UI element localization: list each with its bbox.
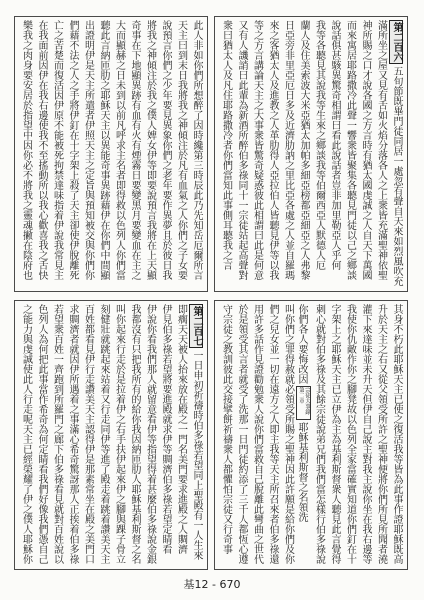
text-column: 伊說你看我們那人就留意看伊等指望得着甚麼伯多祿說金銀: [144, 304, 156, 564]
section-heading: 第二百六: [391, 22, 402, 62]
text-column: [389, 20, 405, 288]
text-column: 而來寓居耶路撒冷此聲一響衆皆聚集各聽見門徒以己之鄉談: [344, 20, 356, 280]
text-column: 說預言你們之少年要見異象你們之老年要作異夢且於彼日我: [160, 20, 171, 280]
section-heading: 第二百七: [191, 306, 202, 346]
text-column: 們藉不法之人之手將伊釘在十字架上殺了天主卻使伊脫離死: [67, 20, 78, 280]
text-column: 神所賜之口才說各國之方言時有猶太國虔誠之人自天下萬國: [360, 20, 371, 280]
text-column: 於是領受其言者就受了洗那一日門徒約添了三千人都恆心遵: [236, 304, 247, 564]
text-column: 升於天主之右又從父領受所許之聖神便將你們所見所聞者澆: [375, 304, 387, 564]
column-text: 你們各人要悔改因: [296, 304, 307, 384]
text-column: 叫你們之罪得赦就必領受所賜之聖神因此許願是給你們及你: [282, 304, 294, 564]
text-column: 聽此言納匝肋之耶穌天主以異能奇事異跡藉伊在你們中間顯: [98, 20, 109, 280]
margin-note-line: 宗徒大事錄: [304, 387, 310, 415]
text-column: 守宗徒之教訓彼此交接擘餅祈禱衆人都懼怕宗徒又行奇事: [220, 304, 232, 554]
text-column: 等之方言講論天主之大事衆皆驚奇疑惑彼此相謂曰此是何意: [251, 20, 263, 280]
text-column: 求賙濟者就因伊所遇着之事滿心希奇驚訝那人正挨着伯多祿: [67, 304, 78, 564]
text-column: 之能力與虔誠使此人行走呢天主已經榮耀了伊之僕人耶穌你: [20, 304, 32, 564]
text-column: 叫你起來行走於是拉着伊之右手扶伊起來伊之腳與踝子骨立: [113, 304, 125, 564]
text-column: [189, 304, 205, 566]
text-column: 我等各聽見其說我等生來之鄉談我等伯爾西亞人默德人厄: [313, 20, 325, 270]
text-column: 刺心就對伯多祿及其餘宗徒說弟兄們我們當怎樣行伯多祿說: [313, 304, 325, 564]
text-column: 此人非如你們所想醉了因時纔第三時辰此乃先知岳厄爾所言: [191, 20, 202, 280]
text-column: 色列人為何把此事當作希奇為何定睛看我們好像我們憑自己: [36, 304, 47, 564]
text-column: 說話俱甚駭異驚奇相謂曰看此說話者豈非加里勒亞人乎何: [329, 20, 340, 270]
text-column: 用許多話作見證勸勉衆人說你們當救自己脫離此彎曲之世代: [251, 304, 263, 564]
text-panel: [14, 16, 208, 292]
text-column: 其身不朽此耶穌天主已使之復活我等皆為此事作證耶穌既高: [391, 304, 402, 564]
text-column: 又有人譏誚曰此輩為新酒所醉伯多祿同十一宗徒站起高聲對: [236, 20, 247, 280]
text-column: 亡之苦楚而復活因伊原不能被死拘禁達味指着伊說我常見主: [51, 20, 63, 280]
text-column: 刻健壯就跳起來站着又行走同伊等進了殿走着跳着讚美天主: [98, 304, 109, 564]
text-column: 們之兒女並一切在遠方之人即主我等天主所召來者伯多祿還: [267, 304, 278, 564]
text-column: 大而顯赫之日未到以前凡呼求主名者即得救以色列人你們當: [113, 20, 125, 280]
text-panel: [214, 300, 408, 570]
margin-note-box: [296, 386, 311, 420]
margin-note-line: 第二章: [298, 387, 304, 404]
text-column: 字架上之耶穌天主已立伊為主為基利斯督衆人聽見此言覺得: [329, 304, 340, 564]
text-column: 出證明伊是天主所遣者伊照天主之定旨與預知被交與你們你: [82, 20, 94, 280]
column-text: 五旬節既畢門徒同居一處忽有聲自天來如烈風吹充: [391, 66, 402, 286]
text-column: 即瘸天天被人抬來放在殿之一門名美門要求進殿之人賙濟: [175, 304, 187, 554]
text-column: 若望衆百姓一齊跑到所羅門之廊下伯多祿看見就對百姓說以: [51, 304, 63, 564]
page-number: 基12 - 670: [183, 578, 241, 591]
column-text: 耶穌基利斯督之名領洗: [296, 422, 307, 522]
text-column: 我使你仇敵作你之腳凳故以色列全家當確實知道你們釘在十: [344, 304, 356, 564]
text-column: [296, 304, 312, 566]
text-column: 灌下來達味並未升天但伊自己說主對我主說你坐在我右邊等: [360, 304, 371, 564]
text-column: 奇事在下地顯異跡有血有火有煙霧日要變黑月要變血在主之: [129, 20, 140, 280]
text-column: 在我面前因伊在我右邊使我不至搖動所以我心歡喜我之舌快: [36, 20, 47, 280]
text-column: 滿所坐之屋又見有舌如火焰分落各人之上衆皆充滿聖神依聖: [375, 20, 387, 280]
text-column: 我都沒有只把我所有的給你我因納匝肋人耶穌基利斯督之名: [129, 304, 140, 564]
text-column: 樂我之肉身要安居於指望中因你必不將我之靈魂撇在陰府也: [20, 20, 32, 280]
text-column: 天主曰到末日我將我之神傾注於凡有血氣之人你們之子女要: [175, 20, 187, 280]
text-column: 衆曰猶太人及凡住耶路撒冷者你們當知此事側耳聽我之言: [220, 20, 232, 270]
text-column: 日亞旁非里亞厄日多及近濟肋訥之里比亞各處之人並自羅瑪: [282, 20, 294, 280]
text-column: 伊見伯多祿若望將要進殿就求伊等賙濟伯多祿若望定睛看: [160, 304, 171, 554]
text-column: 來之客猶太人及進教之人革肋得人亞拉伯人皆聽見伊等以我: [267, 20, 278, 280]
text-column: 百姓都看見伊行走讚美天主認得伊是那素常坐在殿之美門口: [82, 304, 94, 564]
text-panel: [214, 16, 408, 292]
text-panel: [14, 300, 208, 570]
text-column: 將我之神傾注於我之僕人婢女伊等即要說預言我將在上天顯: [144, 20, 156, 280]
column-text: 一日申初祈禱時伯多祿若望同上聖殿有一人生來: [191, 350, 202, 560]
text-column: 蘭人及住美索波大米亞猶太加帕多細亞榜都亞細亞之人弗黎: [298, 20, 309, 280]
